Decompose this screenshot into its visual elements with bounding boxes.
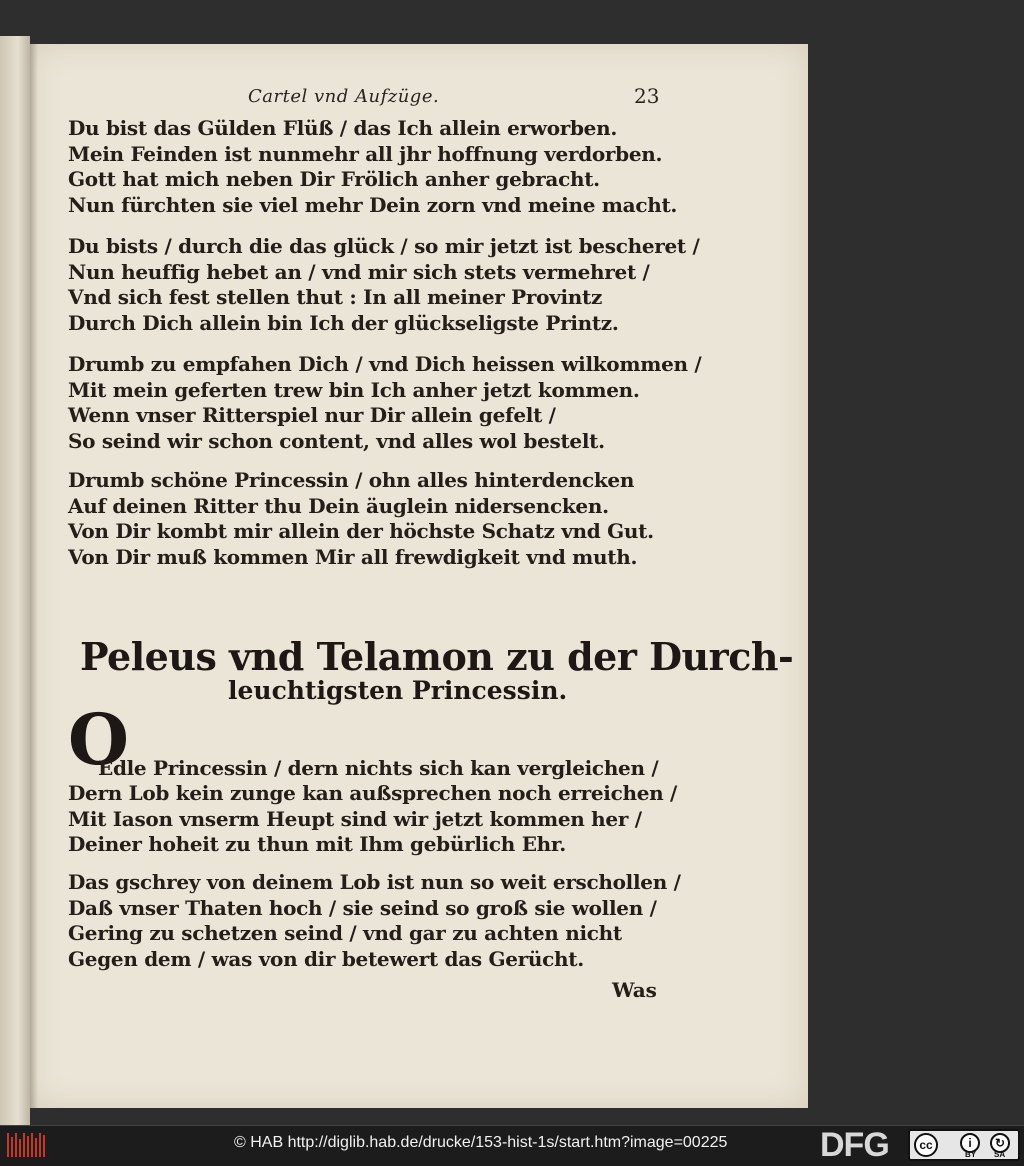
stanza-5 (98, 756, 658, 782)
hab-logo-icon (6, 1131, 48, 1159)
verse-line: Vnd sich fest stellen thut : In all meiner Provintz (68, 285, 603, 309)
attribution-icon: i (960, 1133, 980, 1153)
cc-icon: cc (914, 1133, 938, 1157)
verse-line: Du bist das Gülden Flüß / das Ich allein erworben. (68, 116, 618, 140)
verse-line: Drumb zu empfahen Dich / vnd Dich heissen wilkommen / (68, 352, 702, 376)
stanza-4 (68, 468, 654, 570)
stanza-3 (68, 352, 701, 454)
verse-line: So seind wir schon content, vnd alles wol bestelt. (68, 428, 605, 453)
verse-line: Wenn vnser Ritterspiel nur Dir allein gefelt / (68, 403, 556, 427)
verse-line: Dern Lob kein zunge kan außsprechen noch erreichen / (68, 781, 678, 805)
section-subheading: leuchtigsten Princessin. (228, 676, 568, 705)
dfg-logo: DFG (820, 1126, 889, 1164)
by-label: BY (965, 1150, 977, 1159)
verse-line: Du bists / durch die das glück / so mir jetzt ist bescheret / (68, 234, 700, 258)
cc-license-badge[interactable] (908, 1129, 1020, 1161)
stanza-1 (68, 116, 677, 218)
verse-line: Gegen dem / was von dir betewert das Gerücht. (68, 946, 584, 971)
page-number: 23 (634, 84, 660, 108)
stanza-6 (68, 870, 681, 972)
copyright-link[interactable]: © HAB http://diglib.hab.de/drucke/153-hist-1s/start.htm?image=00225 (234, 1134, 728, 1151)
verse-line: Deiner hoheit zu thun mit Ihm gebürlich Ehr. (68, 832, 566, 856)
verse-line: Edle Princessin / dern nichts sich kan vergleichen / (98, 756, 659, 780)
verse-line: Durch Dich allein bin Ich der glückseligste Printz. (68, 310, 619, 335)
running-head: Cartel vnd Aufzüge. (248, 86, 440, 107)
verse-line: Mit mein geferten trew bin Ich anher jetzt kommen. (68, 377, 640, 402)
facing-page-edge (0, 36, 30, 1126)
sa-label: SA (994, 1150, 1006, 1159)
verse-line: Nun heuffig hebet an / vnd mir sich stets vermehret / (68, 259, 650, 284)
catchword: Was (612, 978, 657, 1002)
verse-line: Gott hat mich neben Dir Frölich anher gebracht. (68, 167, 600, 191)
verse-line: Von Dir kombt mir allein der höchste Schatz vnd Gut. (68, 519, 654, 543)
stanza-2 (68, 234, 700, 336)
verse-line: Mein Feinden ist nunmehr all jhr hoffnung verdorben. (68, 141, 663, 166)
verse-line: Von Dir muß kommen Mir all frewdigkeit vnd muth. (68, 544, 638, 569)
verse-line: Daß vnser Thaten hoch / sie seind so groß sie wollen / (68, 895, 657, 920)
section-heading: Peleus vnd Telamon zu der Durch- (80, 634, 794, 679)
share-alike-icon: ↻ (990, 1133, 1010, 1153)
decorated-initial: O (68, 698, 129, 781)
verse-line: Mit Iason vnserm Heupt sind wir jetzt kommen her / (68, 806, 642, 831)
page-gutter-shadow (30, 44, 38, 1108)
verse-line: Nun fürchten sie viel mehr Dein zorn vnd meine macht. (68, 192, 678, 217)
verse-line: Das gschrey von deinem Lob ist nun so weit erschollen / (68, 870, 681, 894)
verse-line: Drumb schöne Princessin / ohn alles hinterdencken (68, 468, 635, 492)
verse-line: Gering zu schetzen seind / vnd gar zu achten nicht (68, 921, 622, 945)
stanza-5-cont (68, 781, 677, 858)
verse-line: Auf deinen Ritter thu Dein äuglein nidersencken. (68, 493, 609, 518)
